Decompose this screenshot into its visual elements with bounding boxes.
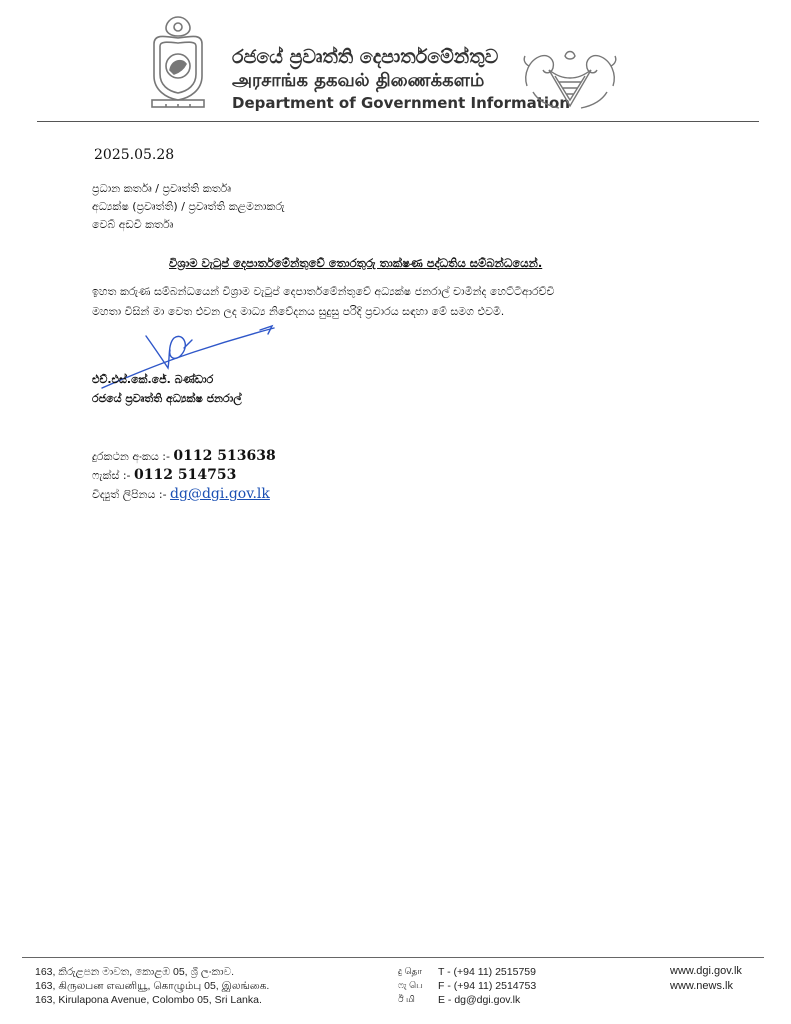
- footer-divider: [22, 957, 764, 958]
- footer-address-line: 163, கிருலபன எவனியூ, கொழும்பு 05, இலங்கை.: [35, 980, 270, 992]
- fax-number: 0112 514753: [134, 467, 237, 483]
- department-title-tamil: அரசாங்க தகவல் திணைக்களம்: [232, 70, 485, 91]
- phone-number: 0112 513638: [173, 448, 276, 464]
- footer-address-line: 163, Kirulapona Avenue, Colombo 05, Sri Lanka.: [35, 994, 262, 1006]
- handwritten-signature: [84, 322, 294, 402]
- letter-date: 2025.05.28: [94, 147, 175, 163]
- letter-subject: විශ්‍රාම වැටුප් දෙපාර්තමේන්තුවේ තොරතුරු තාක්ෂණ පද්ධතිය සම්බන්ධයෙන්.: [169, 256, 543, 270]
- phone-label: දුරකථන අංකය :-: [92, 450, 170, 463]
- email-line: [92, 486, 270, 502]
- footer-contact-prefix: ඊ மி: [398, 994, 415, 1004]
- recipient-line: ප්‍රධාන කර්තෘ / ප්‍රවෘත්ති කර්තෘ: [92, 182, 231, 195]
- signer-title: රජයේ ප්‍රවෘත්ති අධ්‍යක්ෂ ජනරාල්: [92, 392, 242, 405]
- footer-website[interactable]: www.dgi.gov.lk: [670, 965, 742, 977]
- department-title-english: Department of Government Information: [232, 94, 571, 112]
- footer-contact-prefix: දු தொ: [398, 966, 423, 976]
- recipient-line: අධ්‍යක්ෂ (ප්‍රවෘත්ති) / ප්‍රවෘත්ති කළමනාකරු: [92, 200, 285, 213]
- body-paragraph-line: මහතා විසින් මා වෙත එවන ලද මාධ්‍ය නිවේදනය සුදුසු පරිදි ප්‍රචාරය සඳහා මේ සමග එවමි.: [92, 305, 505, 318]
- email-label: විද්‍යුත් ලිපිනය :-: [92, 488, 167, 501]
- lion-crest-logo: [519, 46, 621, 112]
- fax-label: ෆැක්ස් :-: [92, 469, 131, 482]
- header-divider: [37, 121, 759, 122]
- body-paragraph-line: ඉහත කරුණ සම්බන්ධයෙන් විශ්‍රාම වැටුප් දෙපාර්තමේන්තුවේ අධ්‍යක්ෂ ජනරාල් චාමින්ද හෙට්ටිආරච්චි: [92, 285, 555, 298]
- footer-website[interactable]: www.news.lk: [670, 980, 733, 992]
- fax-line: [92, 467, 236, 483]
- national-emblem: [146, 14, 210, 110]
- email-link[interactable]: dg@dgi.gov.lk: [170, 486, 270, 502]
- footer-email: E - dg@dgi.gov.lk: [438, 994, 521, 1006]
- footer-address-line: 163, කිරුළපන මාවත, කොළඹ 05, ශ්‍රී ලංකාව.: [35, 966, 235, 978]
- footer-fax: F - (+94 11) 2514753: [438, 980, 537, 992]
- department-title-sinhala: රජයේ ප්‍රවෘත්ති දෙපාර්තමේන්තුව: [232, 46, 499, 68]
- signer-name: එච්.එස්.කේ.ජේ. බණ්ඩාර: [92, 373, 214, 386]
- footer-telephone: T - (+94 11) 2515759: [438, 966, 536, 978]
- footer-contact-prefix: ෆැ பெ: [398, 980, 423, 990]
- phone-line: [92, 448, 276, 464]
- recipient-line: වෙබ් අඩවි කර්තෘ: [92, 218, 174, 231]
